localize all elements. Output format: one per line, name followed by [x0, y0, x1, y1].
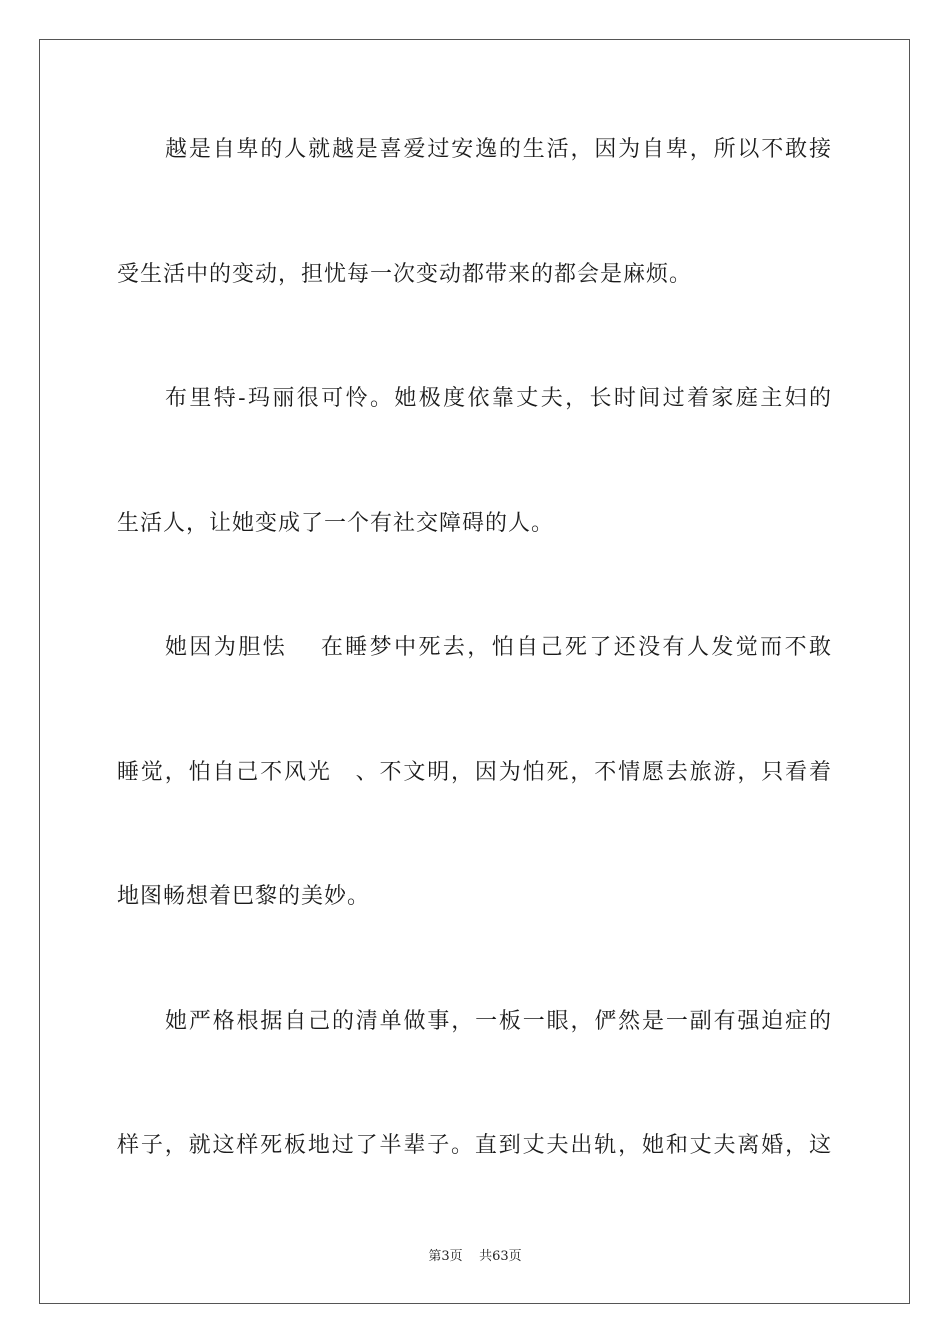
- page-footer: [0, 1248, 950, 1266]
- paragraph-1-line-2: 受生活中的变动，担忧每一次变动都带来的都会是麻烦。: [117, 262, 693, 287]
- paragraph-3-line-2: 睡觉，怕自己不风光 、不文明，因为怕死，不情愿去旅游，只看着: [117, 760, 832, 785]
- page-frame: [39, 39, 910, 1304]
- paragraph-2-line-2: 生活人，让她变成了一个有社交障碍的人。: [117, 511, 555, 536]
- paragraph-4-line-1: 她严格根据自己的清单做事，一板一眼，俨然是一副有强迫症的: [165, 1009, 832, 1034]
- paragraph-3-line-1: 她因为胆怯 在睡梦中死去，怕自己死了还没有人发觉而不敢: [165, 635, 832, 660]
- paragraph-1-line-1: 越是自卑的人就越是喜爱过安逸的生活，因为自卑，所以不敢接: [165, 137, 832, 162]
- paragraph-2-line-1: 布里特-玛丽很可怜。她极度依靠丈夫，长时间过着家庭主妇的: [165, 386, 832, 411]
- paragraph-3-line-3: 地图畅想着巴黎的美妙。: [117, 884, 371, 909]
- paragraph-4-line-2: 样子，就这样死板地过了半辈子。直到丈夫出轨，她和丈夫离婚，这: [117, 1133, 832, 1158]
- page-number: 第3页: [428, 1249, 463, 1264]
- total-pages: 共63页: [479, 1249, 522, 1264]
